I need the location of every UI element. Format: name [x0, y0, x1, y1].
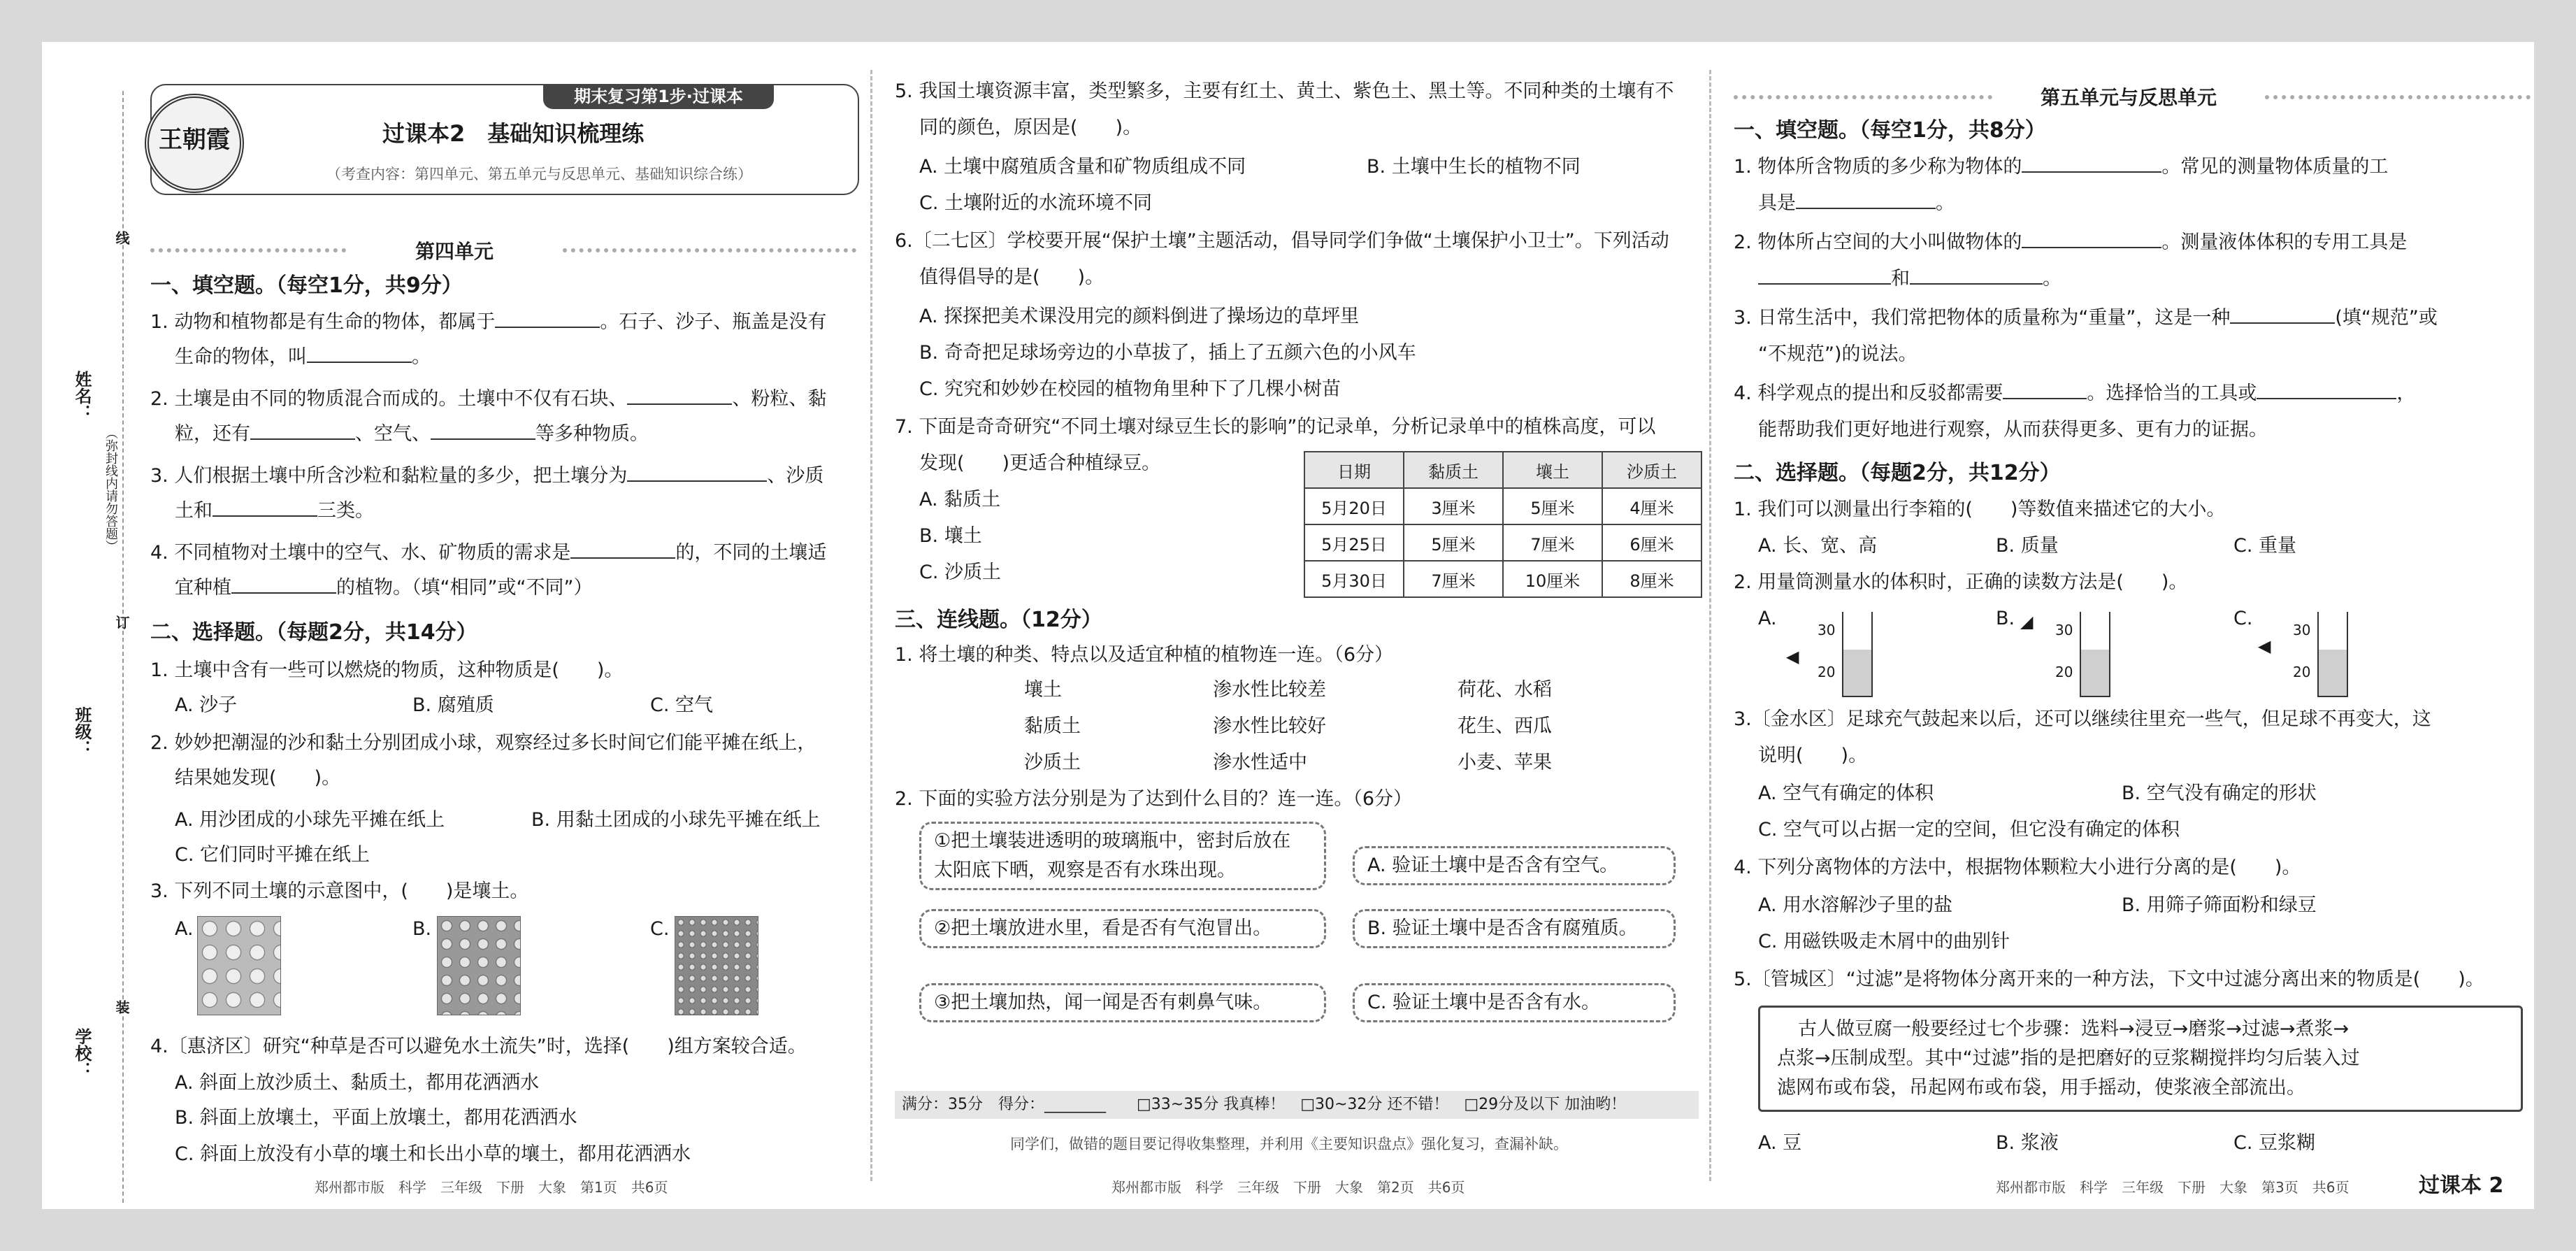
- answer-blank[interactable]: [2257, 381, 2396, 399]
- table-row: [1304, 561, 1701, 597]
- table-header-cell: 壤土: [1503, 452, 1602, 488]
- u5-f1-line1: 1. 物体所含物质的多少称为物体的 。常见的测量物体质量的工: [1734, 156, 2389, 178]
- seal-char-2: 订: [113, 615, 130, 629]
- u4-f1-line1: 1. 动物和植物都是有生命的物体，都属于 。石子、沙子、瓶盖是没有: [150, 311, 827, 333]
- u5-f4-line1: 4. 科学观点的提出和反驳都需要 。选择恰当的工具或 ，: [1734, 383, 2416, 404]
- cylinder-b: [2080, 612, 2110, 697]
- tick-label: 20: [2055, 664, 2073, 680]
- divider: [563, 248, 856, 252]
- answer-blank[interactable]: [2003, 381, 2087, 399]
- experiment-text: ①把土壤装进透明的玻璃瓶中，密封后放在: [934, 830, 1291, 852]
- table-cell: 3厘米: [1404, 488, 1503, 524]
- u4-f2-line1: 2. 土壤是由不同的物质混合而成的。土壤中不仅有石块、 、粉粒、黏: [150, 388, 827, 410]
- answer-blank[interactable]: [431, 422, 535, 440]
- column-divider: [870, 70, 872, 1181]
- soil-type[interactable]: 黏质土: [1024, 715, 1081, 737]
- divider: [1734, 95, 1992, 99]
- q6-c[interactable]: C. 究究和妙妙在校园的植物角里种下了几棵小树苗: [919, 378, 1341, 400]
- answer-blank[interactable]: [2230, 306, 2335, 324]
- u5-q4-a[interactable]: A. 用水溶解沙子里的盐: [1758, 894, 1953, 916]
- table-row: [1304, 524, 1701, 561]
- review-tip: 同学们，做错的题目要记得收集整理，并利用《主要知识盘点》强化复习，查漏补缺。: [1010, 1136, 1568, 1152]
- u4-f4-line1: 4. 不同植物对土壤中的空气、水、矿物质的需求是 的，不同的土壤适: [150, 542, 827, 564]
- u4-q3-b[interactable]: B.: [412, 918, 432, 940]
- u5-q3-c[interactable]: C. 空气可以占据一定的空间，但它没有确定的体积: [1758, 819, 2180, 841]
- table-row: [1304, 488, 1701, 524]
- u5-q1-c[interactable]: C. 重量: [2233, 535, 2297, 557]
- cylinder-a: [1842, 612, 1873, 697]
- section-mark: 过课本 2: [2419, 1173, 2504, 1198]
- u4-q4-a[interactable]: A. 斜面上放沙质土、黏质土，都用花洒洒水: [175, 1072, 540, 1094]
- answer-blank[interactable]: [2022, 155, 2161, 173]
- u4-q4-b[interactable]: B. 斜面上放壤土，平面上放壤土，都用花洒洒水: [175, 1107, 577, 1129]
- u4-q1-c[interactable]: C. 空气: [650, 694, 714, 716]
- u4-choice-title: 二、选择题。（每题2分，共14分）: [150, 620, 477, 645]
- u5-f2-line2: 和 。: [1758, 266, 2061, 292]
- q6-line1: 6.〔二七区〕学校要开展“保护土壤”主题活动，倡导同学们争做“土壤保护小卫士”。下列活动: [895, 230, 1669, 252]
- tick-label: 30: [2293, 622, 2311, 638]
- soil-diagram-b: [437, 916, 521, 1015]
- soil-diagram-c: [675, 916, 758, 1015]
- column-2: [881, 42, 1702, 1209]
- plant-item[interactable]: 小麦、苹果: [1458, 752, 1552, 773]
- page-footer: 郑州都市版 科学 三年级 下册 大象 第1页 共6页: [315, 1179, 668, 1196]
- divider: [2265, 95, 2531, 99]
- u5-q4: 4. 下列分离物体的方法中，根据物体颗粒大小进行分离的是( )。: [1734, 857, 2301, 878]
- table-cell: 6厘米: [1602, 524, 1701, 561]
- brand-logo: 王朝霞: [145, 94, 244, 193]
- u4-q3-c[interactable]: C.: [650, 918, 670, 940]
- q7-b[interactable]: B. 壤土: [919, 525, 982, 547]
- table-header-cell: 黏质土: [1404, 452, 1503, 488]
- page-subtitle: （考查内容：第四单元、第五单元与反思单元、基础知识综合练）: [326, 166, 752, 183]
- column-1: [42, 42, 860, 1209]
- eye-icon: ◀: [2258, 636, 2271, 656]
- soil-diagram-a: [197, 916, 281, 1015]
- u5-q5-b[interactable]: B. 浆液: [1996, 1132, 2059, 1154]
- u5-fill-title: 一、填空题。（每空1分，共8分）: [1734, 118, 2046, 143]
- u5-q3-b[interactable]: B. 空气没有确定的形状: [2122, 782, 2317, 804]
- plant-item[interactable]: 荷花、水稻: [1458, 679, 1552, 701]
- u5-f1-line2: 具是 。: [1758, 192, 1955, 214]
- u4-q3: 3. 下列不同土壤的示意图中，( )是壤土。: [150, 880, 529, 902]
- q5-line1: 5. 我国土壤资源丰富，类型繁多，主要有红土、黄土、紫色土、黑土等。不同种类的土壤有不: [895, 80, 1674, 102]
- answer-blank[interactable]: [1796, 191, 1936, 209]
- unit5-title: 第五单元与反思单元: [2040, 86, 2217, 109]
- answer-blank[interactable]: [231, 576, 336, 594]
- table-cell: 10厘米: [1503, 561, 1602, 597]
- link-q2: 2. 下面的实验方法分别是为了达到什么目的？连一连。（6分）: [895, 788, 1413, 810]
- seal-line: [122, 91, 124, 1203]
- q6-a[interactable]: A. 探探把美术课没用完的颜料倒进了操场边的草坪里: [919, 306, 1360, 327]
- u5-f2-line1: 2. 物体所占空间的大小叫做物体的 。测量液体体积的专用工具是: [1734, 231, 2408, 253]
- u5-q3-line1: 3.〔金水区〕足球充气鼓起来以后，还可以继续往里充一些气，但足球不再变大，这: [1734, 708, 2431, 730]
- u4-q2-c[interactable]: C. 它们同时平摊在纸上: [175, 844, 370, 866]
- eye-icon: ◀: [1786, 647, 1799, 666]
- answer-blank[interactable]: [1758, 266, 1891, 285]
- growth-table: [1304, 451, 1702, 598]
- column-3: [1720, 42, 2534, 1209]
- u4-q1-a[interactable]: A. 沙子: [175, 694, 238, 716]
- u4-q2-b[interactable]: B. 用黏土团成的小球先平摊在纸上: [531, 809, 821, 831]
- u5-q2-b[interactable]: B.: [1996, 608, 2015, 629]
- u5-q2-a[interactable]: A.: [1758, 608, 1777, 629]
- link-title: 三、连线题。（12分）: [895, 608, 1102, 632]
- u5-q1-b[interactable]: B. 质量: [1996, 535, 2059, 557]
- u4-q3-a[interactable]: A.: [175, 918, 194, 940]
- table-cell: 7厘米: [1404, 561, 1503, 597]
- eye-icon: ◢: [2020, 612, 2034, 631]
- page-title: 过课本2 基础知识梳理练: [382, 120, 645, 147]
- u5-q1-a[interactable]: A. 长、宽、高: [1758, 535, 1878, 557]
- q7-line1: 7. 下面是奇奇研究“不同土壤对绿豆生长的影响”的记录单，分析记录单中的植株高度，可以: [895, 416, 1656, 438]
- u5-q5-a[interactable]: A. 豆: [1758, 1132, 1802, 1154]
- seal-char-3: 装: [113, 1000, 130, 1014]
- table-cell: 5月30日: [1304, 561, 1404, 597]
- answer-blank[interactable]: [307, 345, 412, 363]
- aim-box-1[interactable]: A. 验证土壤中是否含有空气。: [1353, 846, 1676, 885]
- q5-c[interactable]: C. 土壤附近的水流环境不同: [919, 192, 1153, 214]
- column-divider: [1709, 70, 1711, 1181]
- u5-q3-line2: 说明( )。: [1758, 745, 1868, 766]
- table-cell: 7厘米: [1503, 524, 1602, 561]
- unit4-title: 第四单元: [415, 240, 494, 263]
- answer-blank[interactable]: [627, 464, 767, 482]
- u5-q4-c[interactable]: C. 用磁铁吸走木屑中的曲别针: [1758, 931, 2010, 952]
- q7-c[interactable]: C. 沙质土: [919, 562, 1002, 583]
- soil-type[interactable]: 壤土: [1024, 679, 1062, 701]
- answer-blank[interactable]: [495, 310, 600, 328]
- table-cell: 5厘米: [1404, 524, 1503, 561]
- answer-blank[interactable]: [213, 499, 317, 517]
- u5-f3-line2: “不规范”)的说法。: [1758, 343, 1917, 365]
- cylinder-c: [2317, 612, 2348, 697]
- experiment-box-3[interactable]: ③把土壤加热，闻一闻是否有刺鼻气味。: [919, 983, 1326, 1022]
- story-text: 点浆→压制成型。其中“过滤”指的是把磨好的豆浆糊搅拌均匀后装入过: [1777, 1048, 2360, 1069]
- table-header-cell: 日期: [1304, 452, 1404, 488]
- soil-trait[interactable]: 渗水性适中: [1213, 752, 1307, 773]
- plant-item[interactable]: 花生、西瓜: [1458, 715, 1552, 737]
- name-label: 姓名：: [72, 371, 92, 421]
- q6-line2: 值得倡导的是( )。: [919, 266, 1104, 288]
- story-text: 滤网布或布袋，吊起网布或布袋，用手摇动，使浆液全部流出。: [1777, 1077, 2305, 1099]
- q5-b[interactable]: B. 土壤中生长的植物不同: [1367, 156, 1581, 178]
- table-cell: 4厘米: [1602, 488, 1701, 524]
- q5-a[interactable]: A. 土壤中腐殖质含量和矿物质组成不同: [919, 156, 1246, 178]
- page-footer: 郑州都市版 科学 三年级 下册 大象 第2页 共6页: [1111, 1179, 1465, 1196]
- tick-label: 20: [1818, 664, 1836, 680]
- answer-blank[interactable]: [1910, 266, 2043, 285]
- u4-f4-line2: 宜种植 的植物。（填“相同”或“不同”）: [175, 577, 593, 599]
- u5-q2: 2. 用量筒测量水的体积时，正确的读数方法是( )。: [1734, 571, 2188, 593]
- u5-q3-a[interactable]: A. 空气有确定的体积: [1758, 782, 1934, 804]
- header-tab: 期末复习第1步·过课本: [543, 84, 774, 109]
- soil-type[interactable]: 沙质土: [1024, 752, 1081, 773]
- table-header-cell: 沙质土: [1602, 452, 1701, 488]
- answer-blank[interactable]: [627, 387, 732, 405]
- q6-b[interactable]: B. 奇奇把足球场旁边的小草拔了，插上了五颜六色的小风车: [919, 342, 1416, 364]
- answer-blank[interactable]: [2022, 230, 2161, 248]
- u5-q5-c[interactable]: C. 豆浆糊: [2233, 1132, 2316, 1154]
- answer-blank[interactable]: [570, 541, 675, 559]
- divider: [150, 248, 346, 252]
- page-footer: 郑州都市版 科学 三年级 下册 大象 第3页 共6页: [1996, 1179, 2350, 1196]
- tick-label: 30: [1818, 622, 1836, 638]
- seal-note: （弥封线内请勿答题）: [103, 427, 118, 552]
- seal-char-1: 线: [113, 231, 130, 245]
- experiment-box-2[interactable]: ②把土壤放进水里，看是否有气泡冒出。: [919, 909, 1326, 948]
- table-cell: 5厘米: [1503, 488, 1602, 524]
- u4-fill-title: 一、填空题。（每空1分，共9分）: [150, 273, 463, 298]
- table-cell: 8厘米: [1602, 561, 1701, 597]
- u5-choice-title: 二、选择题。（每题2分，共12分）: [1734, 461, 2061, 485]
- u4-q2-line1: 2. 妙妙把潮湿的沙和黏土分别团成小球，观察经过多长时间它们能平摊在纸上，: [150, 732, 816, 754]
- aim-box-2[interactable]: B. 验证土壤中是否含有腐殖质。: [1353, 909, 1676, 948]
- class-label: 班级：: [72, 706, 92, 757]
- u4-q1: 1. 土壤中含有一些可以燃烧的物质，这种物质是( )。: [150, 659, 624, 681]
- u4-f3-line1: 3. 人们根据土壤中所含沙粒和黏粒量的多少，把土壤分为 、沙质: [150, 465, 824, 487]
- u5-q1: 1. 我们可以测量出行李箱的( )等数值来描述它的大小。: [1734, 499, 2226, 520]
- u5-q5: 5.〔管城区〕“过滤”是将物体分离开来的一种方法，下文中过滤分离出来的物质是( )。: [1734, 968, 2484, 990]
- soil-trait[interactable]: 渗水性比较差: [1213, 679, 1326, 701]
- school-label: 学校：: [72, 1028, 92, 1078]
- u5-f4-line2: 能帮助我们更好地进行观察，从而获得更多、更有力的证据。: [1758, 419, 2268, 441]
- tick-label: 30: [2055, 622, 2073, 638]
- u5-f3-line1: 3. 日常生活中，我们常把物体的质量称为“重量”，这是一种 (填“规范”或: [1734, 307, 2438, 329]
- exam-sheet: [42, 42, 2534, 1209]
- table-cell: 5月25日: [1304, 524, 1404, 561]
- answer-blank[interactable]: [250, 422, 355, 440]
- q7-a[interactable]: A. 黏质土: [919, 489, 1001, 510]
- experiment-text: 太阳底下晒，观察是否有水珠出现。: [934, 859, 1236, 881]
- u4-q1-b[interactable]: B. 腐殖质: [412, 694, 494, 716]
- u4-q4: 4.〔惠济区〕研究“种草是否可以避免水土流失”时，选择( )组方案较合适。: [150, 1036, 807, 1057]
- tick-label: 20: [2293, 664, 2311, 680]
- story-text: 古人做豆腐一般要经过七个步骤：选料→浸豆→磨浆→过滤→煮浆→: [1798, 1018, 2350, 1040]
- aim-box-3[interactable]: C. 验证土壤中是否含有水。: [1353, 983, 1676, 1022]
- table-cell: 5月20日: [1304, 488, 1404, 524]
- u4-f2-line2: 粒，还有 、空气、 等多种物质。: [175, 423, 649, 445]
- link-q1: 1. 将土壤的种类、特点以及适宜种植的植物连一连。（6分）: [895, 644, 1394, 666]
- tofu-story-box: [1758, 1006, 2523, 1112]
- header-box: [150, 84, 859, 195]
- q5-line2: 同的颜色，原因是( )。: [919, 117, 1142, 138]
- u4-f3-line2: 土和 三类。: [175, 500, 374, 522]
- u4-f1-line2: 生命的物体，叫 。: [175, 346, 431, 368]
- u4-q2-line2: 结果她发现( )。: [175, 767, 341, 789]
- score-bar: 满分：35分 得分：________ □33~35分 我真棒！ □30~32分 还不错！ □29分及以下 加油哟！: [895, 1091, 1699, 1119]
- soil-trait[interactable]: 渗水性比较好: [1213, 715, 1326, 737]
- table-header-row: [1304, 452, 1701, 488]
- u5-q2-c[interactable]: C.: [2233, 608, 2253, 629]
- u4-q2-a[interactable]: A. 用沙团成的小球先平摊在纸上: [175, 809, 445, 831]
- experiment-box-1[interactable]: [919, 822, 1326, 890]
- u5-q4-b[interactable]: B. 用筛子筛面粉和绿豆: [2122, 894, 2317, 916]
- q7-line2: 发现( )更适合种植绿豆。: [919, 452, 1161, 474]
- u4-q4-c[interactable]: C. 斜面上放没有小草的壤土和长出小草的壤土，都用花洒洒水: [175, 1143, 691, 1165]
